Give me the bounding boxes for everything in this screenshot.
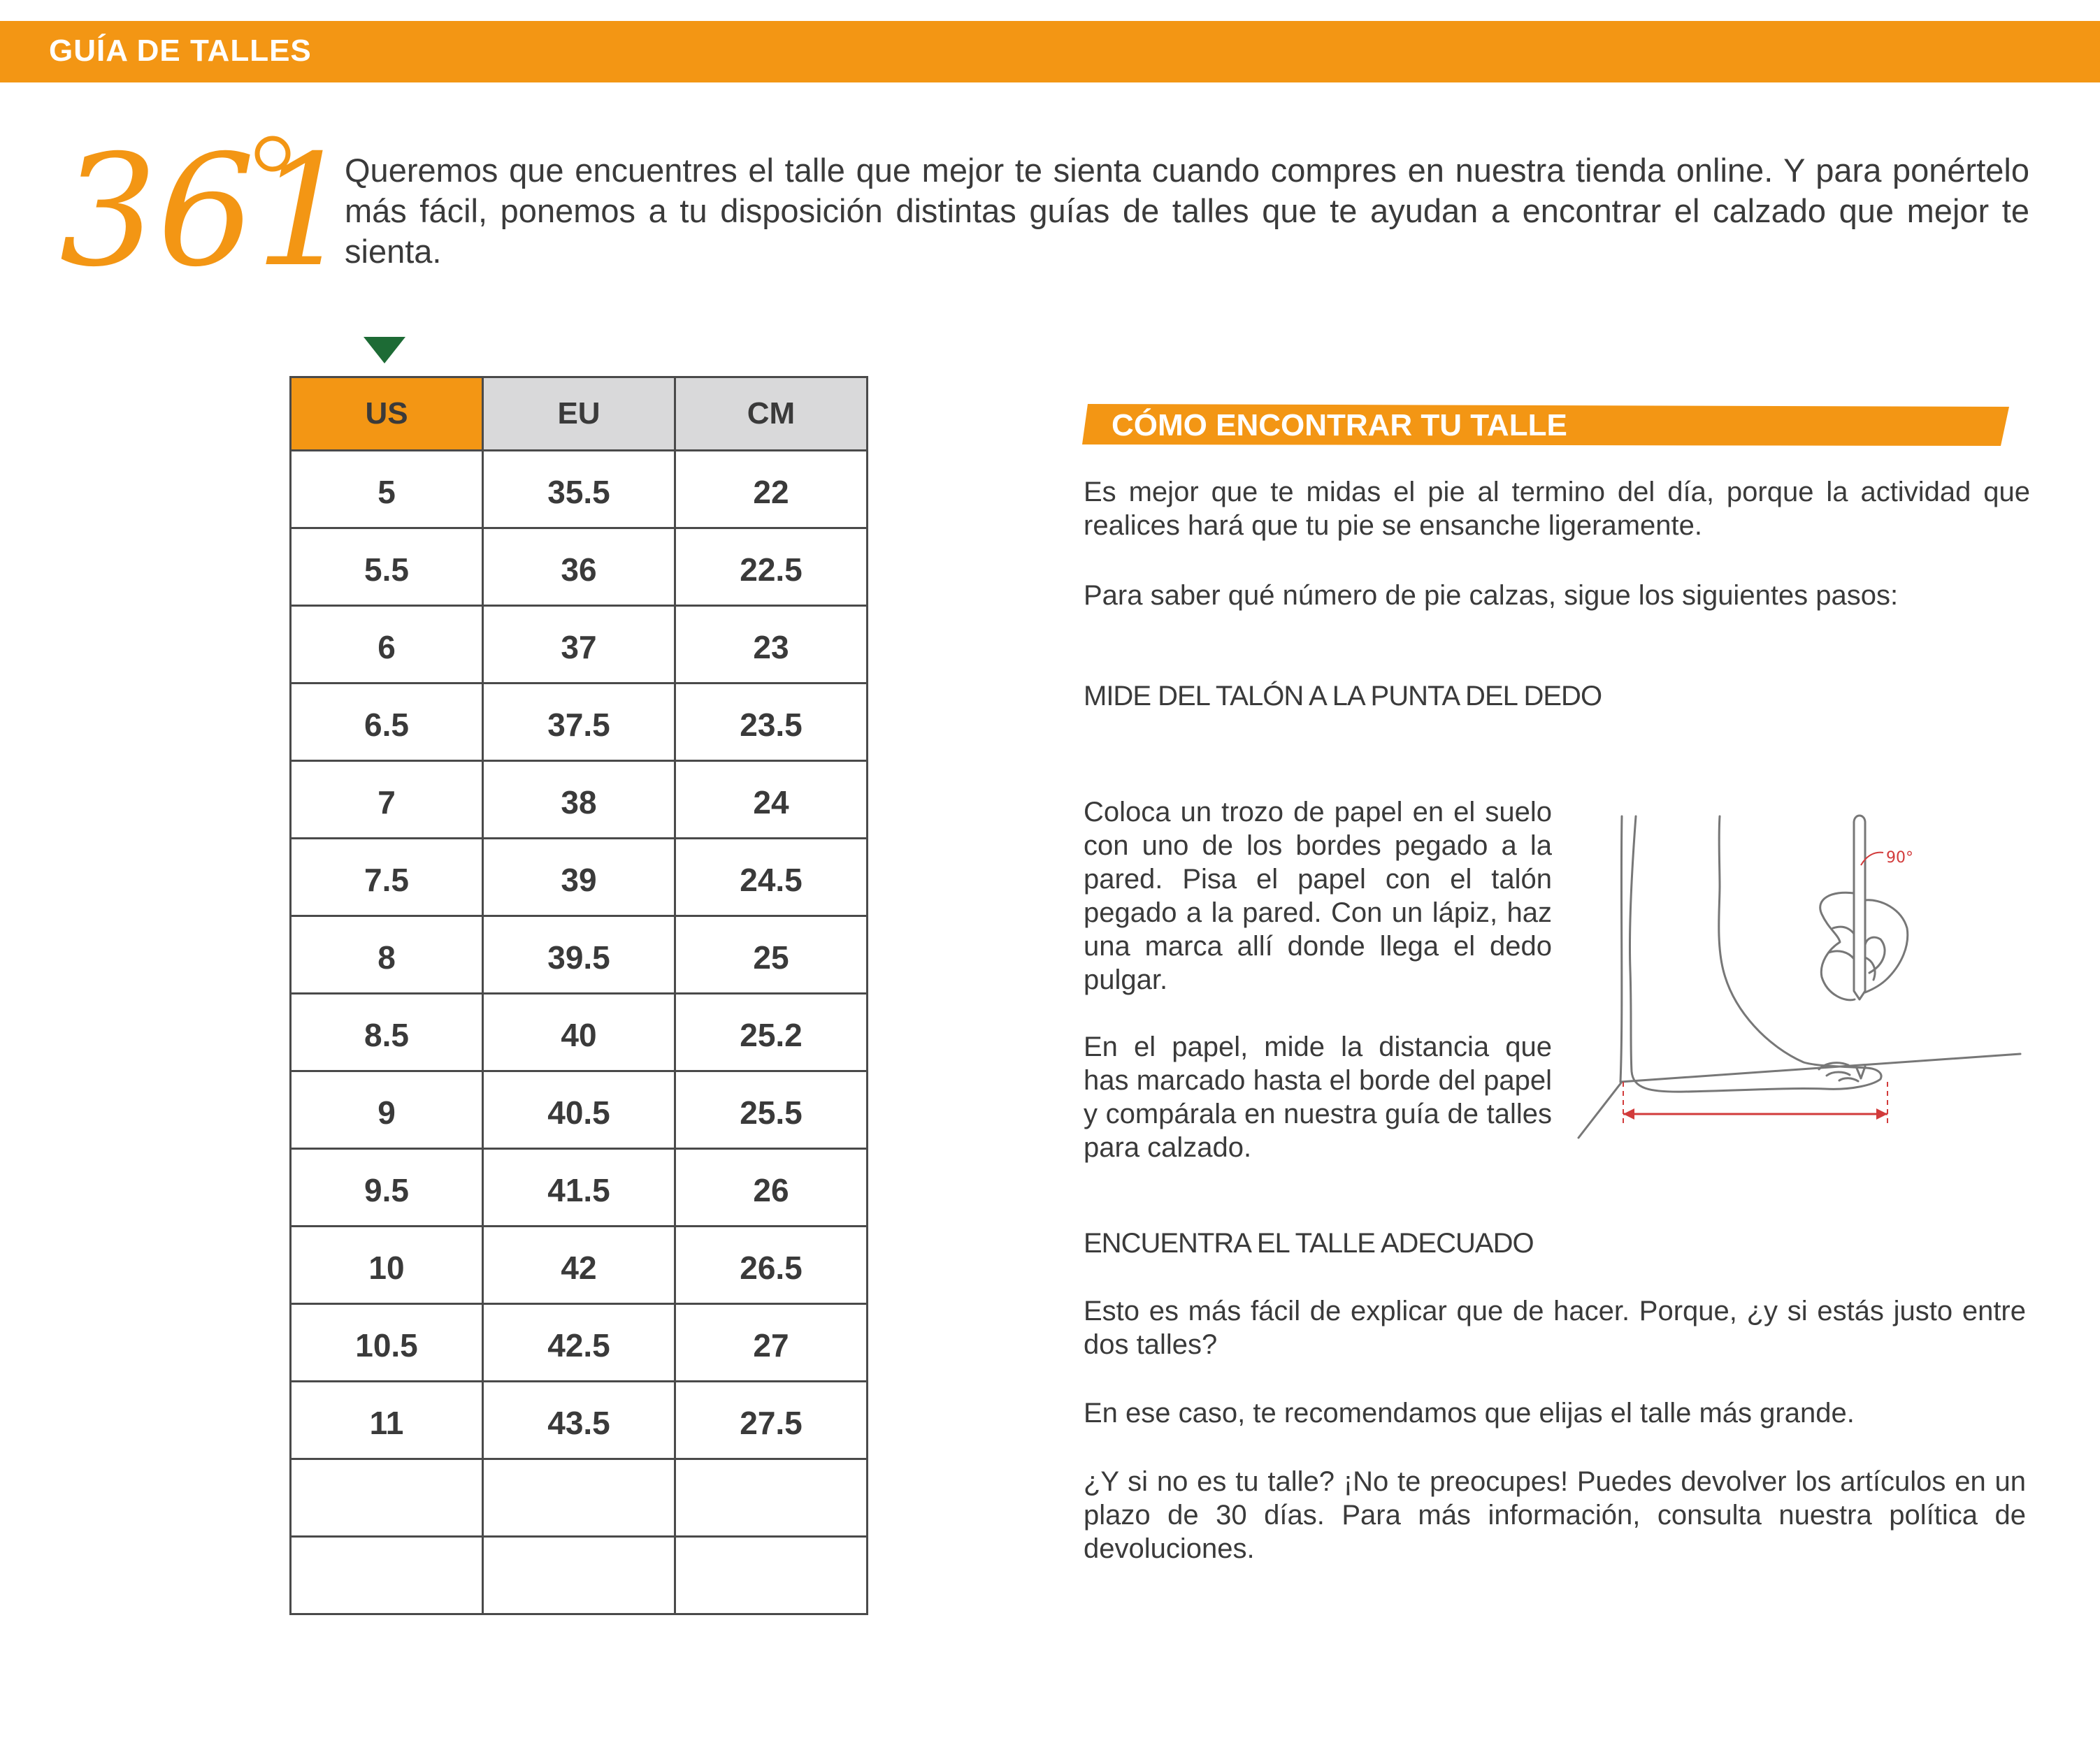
cell-cm: 25.5 [675, 1071, 868, 1149]
cell-cm: 23.5 [675, 684, 868, 761]
cell-us: 9 [291, 1071, 483, 1149]
svg-text:361: 361 [59, 122, 353, 301]
cell-eu: 40 [483, 994, 675, 1071]
cell-us: 6 [291, 606, 483, 684]
step1-heading: MIDE DEL TALÓN A LA PUNTA DEL DEDO [1084, 681, 1602, 711]
cell-us: 9.5 [291, 1149, 483, 1227]
cell-cm: 25.2 [675, 994, 868, 1071]
step1-paragraph-2: En el papel, mide la distancia que has marcado hasta el borde del papel y compárala en nuestra guía de talles para calzado. [1084, 1032, 1552, 1163]
step2-heading: ENCUENTRA EL TALLE ADECUADO [1084, 1228, 1534, 1259]
table-row [291, 1304, 868, 1382]
cell-us: 10 [291, 1227, 483, 1304]
cell-cm: 24.5 [675, 839, 868, 916]
table-row [291, 1071, 868, 1149]
page-title: GUÍA DE TALLES [49, 34, 312, 68]
cell-cm: 27 [675, 1304, 868, 1382]
angle-label: 90° [1886, 849, 1913, 867]
table-row [291, 1459, 868, 1537]
how-to-paragraph-1: Es mejor que te midas el pie al termino del día, porque la actividad que realices hará que tu pie se ensanche ligeramente. [1084, 477, 2030, 541]
cell-cm [675, 1537, 868, 1614]
cell-eu: 39 [483, 839, 675, 916]
intro-text: Queremos que encuentres el talle que mejor te sienta cuando compres en nuestra tienda online. Y para ponértelo más fácil, ponemos a tu disposición distintas guías de talles que te ayudan a encontrar el calzado que mejor te sienta. [345, 152, 2029, 270]
cell-eu: 37.5 [483, 684, 675, 761]
triangle-marker-icon [364, 337, 405, 363]
cell-eu: 35.5 [483, 451, 675, 528]
brand-logo [59, 122, 353, 301]
table-row [291, 528, 868, 606]
cell-eu: 38 [483, 761, 675, 839]
cell-cm: 26.5 [675, 1227, 868, 1304]
table-row [291, 684, 868, 761]
cell-eu: 43.5 [483, 1382, 675, 1459]
cell-cm: 24 [675, 761, 868, 839]
cell-cm: 26 [675, 1149, 868, 1227]
table-row [291, 1149, 868, 1227]
header-bar [0, 21, 2100, 82]
table-row [291, 1227, 868, 1304]
cell-eu [483, 1537, 675, 1614]
step2-paragraph-2: En ese caso, te recomendamos que elijas el talle más grande. [1084, 1398, 1855, 1429]
column-header-us: US [291, 377, 483, 451]
cell-eu [483, 1459, 675, 1537]
table-row [291, 839, 868, 916]
table-row [291, 606, 868, 684]
cell-us: 7.5 [291, 839, 483, 916]
cell-cm: 25 [675, 916, 868, 994]
table-row [291, 1382, 868, 1459]
cell-eu: 39.5 [483, 916, 675, 994]
column-header-cm: CM [675, 377, 868, 451]
foot-measurement-illustration [1573, 802, 2027, 1152]
column-header-eu: EU [483, 377, 675, 451]
table-row [291, 761, 868, 839]
cell-eu: 37 [483, 606, 675, 684]
cell-us: 6.5 [291, 684, 483, 761]
cell-us: 5 [291, 451, 483, 528]
cell-us: 5.5 [291, 528, 483, 606]
table-row [291, 994, 868, 1071]
cell-cm: 22.5 [675, 528, 868, 606]
cell-us [291, 1459, 483, 1537]
cell-us: 8.5 [291, 994, 483, 1071]
cell-cm: 27.5 [675, 1382, 868, 1459]
table-row [291, 1537, 868, 1614]
how-to-title: CÓMO ENCONTRAR TU TALLE [1112, 408, 1567, 442]
size-table [289, 376, 868, 1615]
cell-cm [675, 1459, 868, 1537]
cell-us: 7 [291, 761, 483, 839]
how-to-paragraph-2: Para saber qué número de pie calzas, sigue los siguientes pasos: [1084, 580, 1899, 611]
step2-paragraph-1: Esto es más fácil de explicar que de hacer. Porque, ¿y si estás justo entre dos talles? [1084, 1296, 2026, 1360]
table-row [291, 916, 868, 994]
cell-cm: 23 [675, 606, 868, 684]
cell-us: 8 [291, 916, 483, 994]
cell-eu: 42.5 [483, 1304, 675, 1382]
table-row [291, 451, 868, 528]
cell-us: 11 [291, 1382, 483, 1459]
cell-cm: 22 [675, 451, 868, 528]
cell-eu: 40.5 [483, 1071, 675, 1149]
cell-us: 10.5 [291, 1304, 483, 1382]
step2-paragraph-3: ¿Y si no es tu talle? ¡No te preocupes! Puedes devolver los artículos en un plazo de 30 días. Para más información, consulta nuestra política de devoluciones. [1084, 1466, 2026, 1564]
step1-paragraph-1: Coloca un trozo de papel en el suelo con uno de los bordes pegado a la pared. Pisa el papel con el talón pegado a la pared. Con un lápiz, haz una marca allí donde llega el dedo pulgar. [1084, 797, 1552, 995]
cell-eu: 36 [483, 528, 675, 606]
cell-us [291, 1537, 483, 1614]
cell-eu: 41.5 [483, 1149, 675, 1227]
cell-eu: 42 [483, 1227, 675, 1304]
table-header-row [291, 377, 868, 451]
